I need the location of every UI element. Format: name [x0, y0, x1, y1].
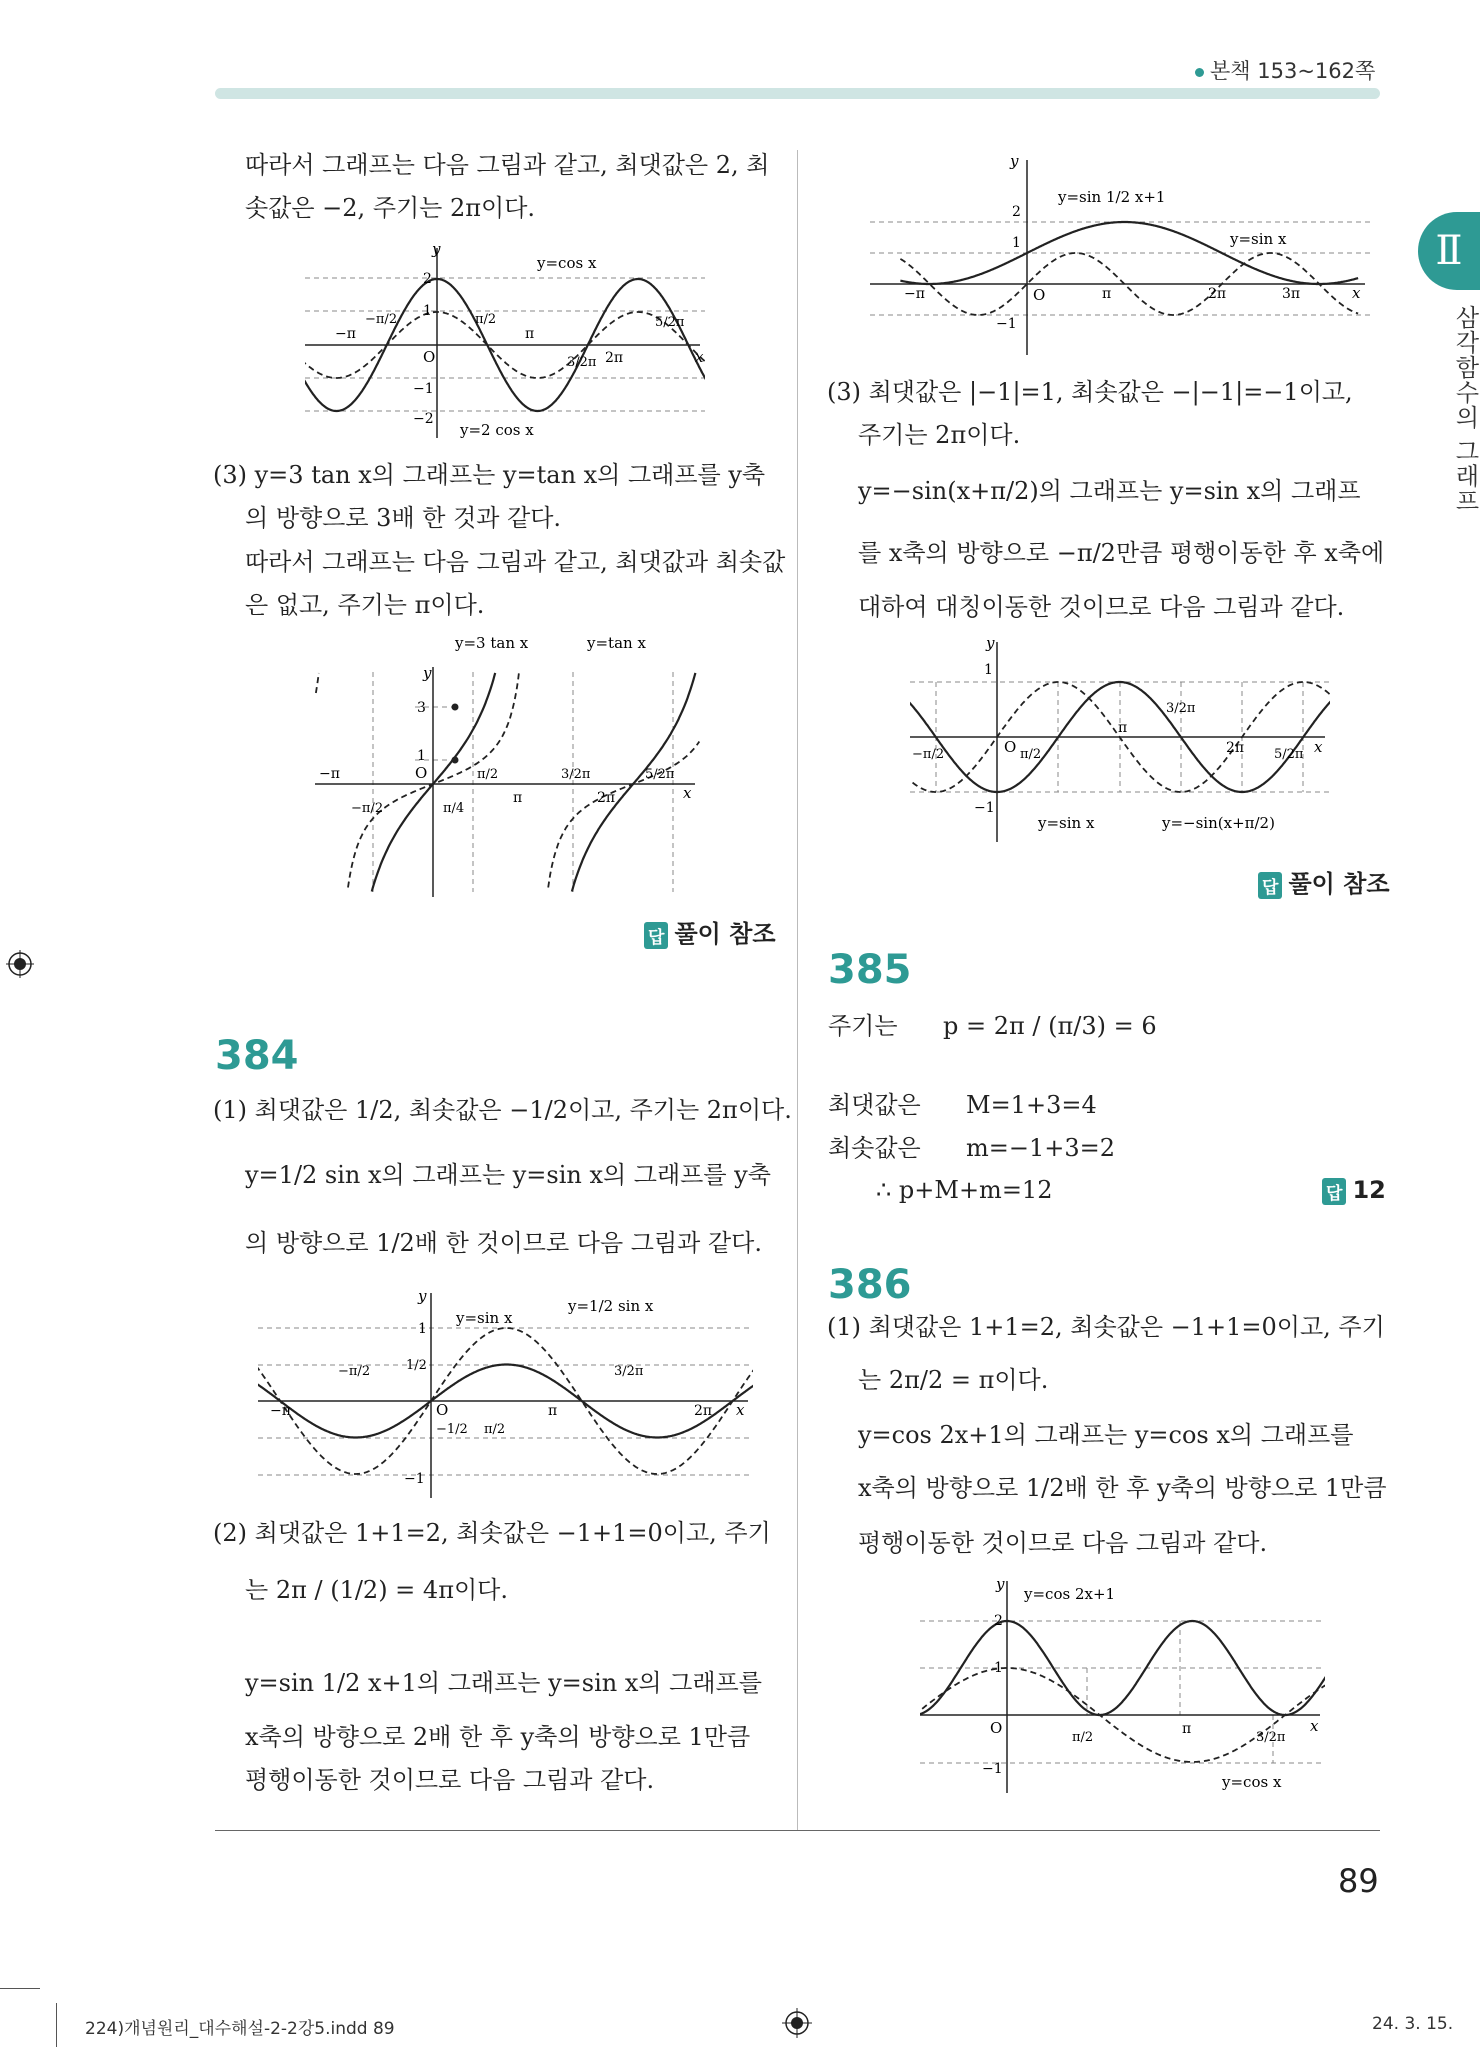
origin-label: O — [1033, 286, 1046, 304]
column-divider — [797, 150, 798, 1830]
p385-label-1: 주기는 — [828, 1012, 898, 1040]
p383-3r-line-2: 주기는 2π이다. — [858, 421, 1021, 449]
header-bar — [215, 88, 1380, 99]
xtick-half-pi: π/2 — [475, 312, 497, 327]
graph-sin-half-x-plus-1 — [870, 150, 1370, 355]
answer-385: 답 12 — [1322, 1176, 1386, 1205]
p386-line-1: (1) 최댓값은 1+1=2, 최솟값은 −1+1=0이고, 주기 — [827, 1313, 1385, 1341]
answer-ref-383: 답 풀이 참조 — [644, 914, 776, 949]
intro-line-2: 솟값은 −2, 주기는 2π이다. — [245, 194, 536, 222]
ytick-1: 1 — [423, 303, 432, 319]
label-neg-sin: y=−sin(x+π/2) — [1162, 814, 1275, 832]
p383-3r-line-3: y=−sin(x+π/2)의 그래프는 y=sin x의 그래프 — [858, 477, 1361, 505]
xtick-2pi: 2π — [1208, 286, 1227, 302]
origin-label: O — [423, 348, 436, 366]
p386-line-4: x축의 방향으로 1/2배 한 후 y축의 방향으로 1만큼 — [858, 1474, 1387, 1502]
p385-expr-1: p = 2π / (π/3) = 6 — [943, 1012, 1157, 1040]
xtick-2pi: 2π — [694, 1403, 713, 1419]
p383-3r-line-5: 대하여 대칭이동한 것이므로 다음 그림과 같다. — [858, 593, 1345, 621]
xtick-pi: π — [548, 1403, 558, 1419]
answer-ref-383r: 답 풀이 참조 — [1258, 864, 1390, 899]
chapter-tab-title: 삼각함수의 그래프 — [1451, 305, 1479, 514]
xtick-three-half-pi: 3/2π — [614, 1364, 644, 1379]
p383-3-line-4: 은 없고, 주기는 π이다. — [245, 591, 485, 619]
xtick-2pi: 2π — [597, 790, 616, 806]
xtick-pi: π — [1102, 286, 1112, 302]
xtick-pi: π — [513, 790, 523, 806]
ytick-neg1: −1 — [404, 1471, 425, 1487]
p383-3-line-1: (3) y=3 tan x의 그래프는 y=tan x의 그래프를 y축 — [213, 461, 766, 489]
ytick-1: 1 — [417, 748, 426, 764]
xtick-3pi: 3π — [1282, 286, 1301, 302]
xtick-neg-half-pi: −π/2 — [365, 312, 398, 327]
label-cos: y=cos x — [1222, 1773, 1282, 1791]
p385-label-3: 최솟값은 — [828, 1134, 921, 1162]
problem-number-385: 385 — [828, 947, 912, 993]
xtick-pi: π — [1182, 1721, 1192, 1737]
xtick-five-half-pi: 5/2π — [655, 315, 685, 330]
intro-line-1: 따라서 그래프는 다음 그림과 같고, 최댓값은 2, 최 — [245, 151, 770, 179]
xtick-quarter-pi: π/4 — [443, 801, 465, 816]
xtick-2pi: 2π — [605, 350, 624, 366]
page-number: 89 — [1338, 1862, 1379, 1900]
ytick-2: 2 — [994, 1613, 1003, 1629]
graph-cos-2cos — [305, 238, 705, 438]
p384-line-3: 의 방향으로 1/2배 한 것이므로 다음 그림과 같다. — [245, 1229, 762, 1257]
y-axis-label: y — [996, 1575, 1005, 1593]
label-half-sin: y=1/2 sin x — [568, 1297, 654, 1315]
xtick-five-half-pi: 5/2π — [1274, 747, 1304, 762]
p383-3r-line-4: 를 x축의 방향으로 −π/2만큼 평행이동한 후 x축에 — [858, 539, 1385, 567]
label-sin: y=sin x — [1038, 814, 1095, 832]
crop-mark — [0, 1988, 40, 1989]
xtick-three-half-pi: 3/2π — [1166, 701, 1196, 716]
ytick-neg1: −1 — [982, 1761, 1003, 1777]
xtick-pi: π — [1118, 720, 1128, 736]
book-reference: 본책 153~162쪽 — [1195, 55, 1375, 85]
label-2cos: y=2 cos x — [460, 421, 534, 438]
ytick-half: 1/2 — [406, 1358, 427, 1373]
y-axis-label: y — [1010, 152, 1019, 170]
xtick-half-pi: π/2 — [477, 767, 499, 782]
xtick-half-pi: π/2 — [484, 1422, 506, 1437]
p383-3r-line-1: (3) 최댓값은 |−1|=1, 최솟값은 −|−1|=−1이고, — [827, 378, 1353, 406]
problem-number-384: 384 — [215, 1033, 299, 1079]
p384-line-5: 는 2π / (1/2) = 4π이다. — [245, 1576, 508, 1604]
xtick-half-pi: π/2 — [1020, 747, 1042, 762]
answer-badge: 답 — [644, 922, 668, 949]
x-axis-label: x — [736, 1401, 745, 1419]
x-axis-label: x — [1310, 1717, 1319, 1735]
graph-cos-2x-plus-1 — [920, 1573, 1325, 1798]
ytick-neg1: −1 — [974, 800, 995, 816]
xtick-half-pi: π/2 — [1072, 1730, 1094, 1745]
xtick-neg-half-pi: −π/2 — [338, 1364, 371, 1379]
xtick-neg-pi: −π — [335, 326, 356, 342]
x-axis-label: x — [695, 348, 704, 366]
ytick-neg1: −1 — [413, 381, 434, 397]
p386-line-2: 는 2π/2 = π이다. — [858, 1366, 1049, 1394]
label-sin-half: y=sin 1/2 x+1 — [1058, 188, 1166, 206]
p385-expr-2: M=1+3=4 — [966, 1091, 1097, 1119]
chapter-tab-numeral: Ⅱ — [1418, 212, 1480, 290]
label-3tan: y=3 tan x — [455, 634, 529, 652]
x-axis-label: x — [1352, 284, 1361, 302]
label-cos-2x: y=cos 2x+1 — [1024, 1585, 1116, 1603]
p384-line-4: (2) 최댓값은 1+1=2, 최솟값은 −1+1=0이고, 주기 — [213, 1519, 771, 1547]
origin-label: O — [1004, 738, 1017, 756]
p384-line-6: y=sin 1/2 x+1의 그래프는 y=sin x의 그래프를 — [245, 1669, 762, 1697]
ytick-2: 2 — [1012, 204, 1021, 220]
xtick-five-half-pi: 5/2π — [645, 767, 675, 782]
answer-badge: 답 — [1258, 872, 1282, 899]
y-axis-label: y — [418, 1287, 427, 1305]
ytick-3: 3 — [417, 700, 426, 716]
ytick-1: 1 — [1012, 235, 1021, 251]
x-axis-label: x — [1314, 738, 1323, 756]
label-tan: y=tan x — [587, 634, 646, 652]
p386-line-3: y=cos 2x+1의 그래프는 y=cos x의 그래프를 — [858, 1421, 1354, 1449]
xtick-neg-pi: −π — [270, 1403, 291, 1419]
xtick-neg-half-pi: −π/2 — [912, 747, 945, 762]
footer-file: 224)개념원리_대수해설-2-2강5.indd 89 — [85, 2019, 395, 2039]
xtick-three-half-pi: 3/2π — [567, 355, 597, 370]
answer-badge: 답 — [1322, 1178, 1346, 1205]
p386-line-5: 평행이동한 것이므로 다음 그림과 같다. — [858, 1529, 1268, 1557]
xtick-2pi: 2π — [1226, 740, 1245, 756]
xtick-three-half-pi: 3/2π — [1256, 1730, 1286, 1745]
p384-line-7: x축의 방향으로 2배 한 후 y축의 방향으로 1만큼 — [245, 1723, 751, 1751]
p383-3-line-3: 따라서 그래프는 다음 그림과 같고, 최댓값과 최솟값 — [245, 548, 786, 576]
p383-3-line-2: 의 방향으로 3배 한 것과 같다. — [245, 504, 562, 532]
ytick-neg-half: −1/2 — [436, 1422, 468, 1437]
y-axis-label: y — [432, 240, 441, 258]
p385-expr-3: m=−1+3=2 — [966, 1134, 1116, 1162]
origin-label: O — [990, 1719, 1003, 1737]
p385-conclusion: ∴ p+M+m=12 — [876, 1176, 1053, 1204]
label-sin: y=sin x — [456, 1309, 513, 1327]
registration-mark-icon — [6, 950, 34, 978]
x-axis-label: x — [683, 784, 692, 802]
xtick-neg-pi: −π — [904, 286, 925, 302]
ytick-neg2: −2 — [413, 411, 434, 427]
label-sin: y=sin x — [1230, 230, 1287, 248]
ytick-neg1: −1 — [996, 316, 1017, 332]
p384-line-2: y=1/2 sin x의 그래프는 y=sin x의 그래프를 y축 — [245, 1161, 771, 1189]
graph-tan — [315, 632, 705, 897]
p384-line-8: 평행이동한 것이므로 다음 그림과 같다. — [245, 1766, 655, 1794]
ytick-2: 2 — [423, 271, 432, 287]
problem-number-386: 386 — [828, 1262, 912, 1308]
y-axis-label: y — [986, 634, 995, 652]
xtick-three-half-pi: 3/2π — [561, 767, 591, 782]
origin-label: O — [415, 764, 428, 782]
ytick-1: 1 — [984, 662, 993, 678]
graph-neg-sin-shift — [910, 632, 1330, 852]
footer-date: 24. 3. 15. — [1372, 2014, 1454, 2034]
label-cos: y=cos x — [537, 254, 597, 272]
y-axis-label: y — [423, 664, 432, 682]
xtick-neg-pi: −π — [319, 766, 340, 782]
origin-label: O — [436, 1401, 449, 1419]
ytick-1: 1 — [418, 1321, 427, 1337]
registration-mark-icon — [782, 2008, 812, 2038]
p384-line-1: (1) 최댓값은 1/2, 최솟값은 −1/2이고, 주기는 2π이다. — [213, 1096, 792, 1124]
bullet-dot-icon — [1195, 68, 1204, 77]
ytick-1: 1 — [994, 1660, 1003, 1676]
graph-half-sin — [258, 1283, 753, 1498]
p385-label-2: 최댓값은 — [828, 1091, 921, 1119]
crop-mark — [56, 2003, 57, 2047]
xtick-neg-half-pi: −π/2 — [351, 801, 384, 816]
xtick-pi: π — [525, 326, 535, 342]
bottom-rule — [215, 1830, 1380, 1831]
